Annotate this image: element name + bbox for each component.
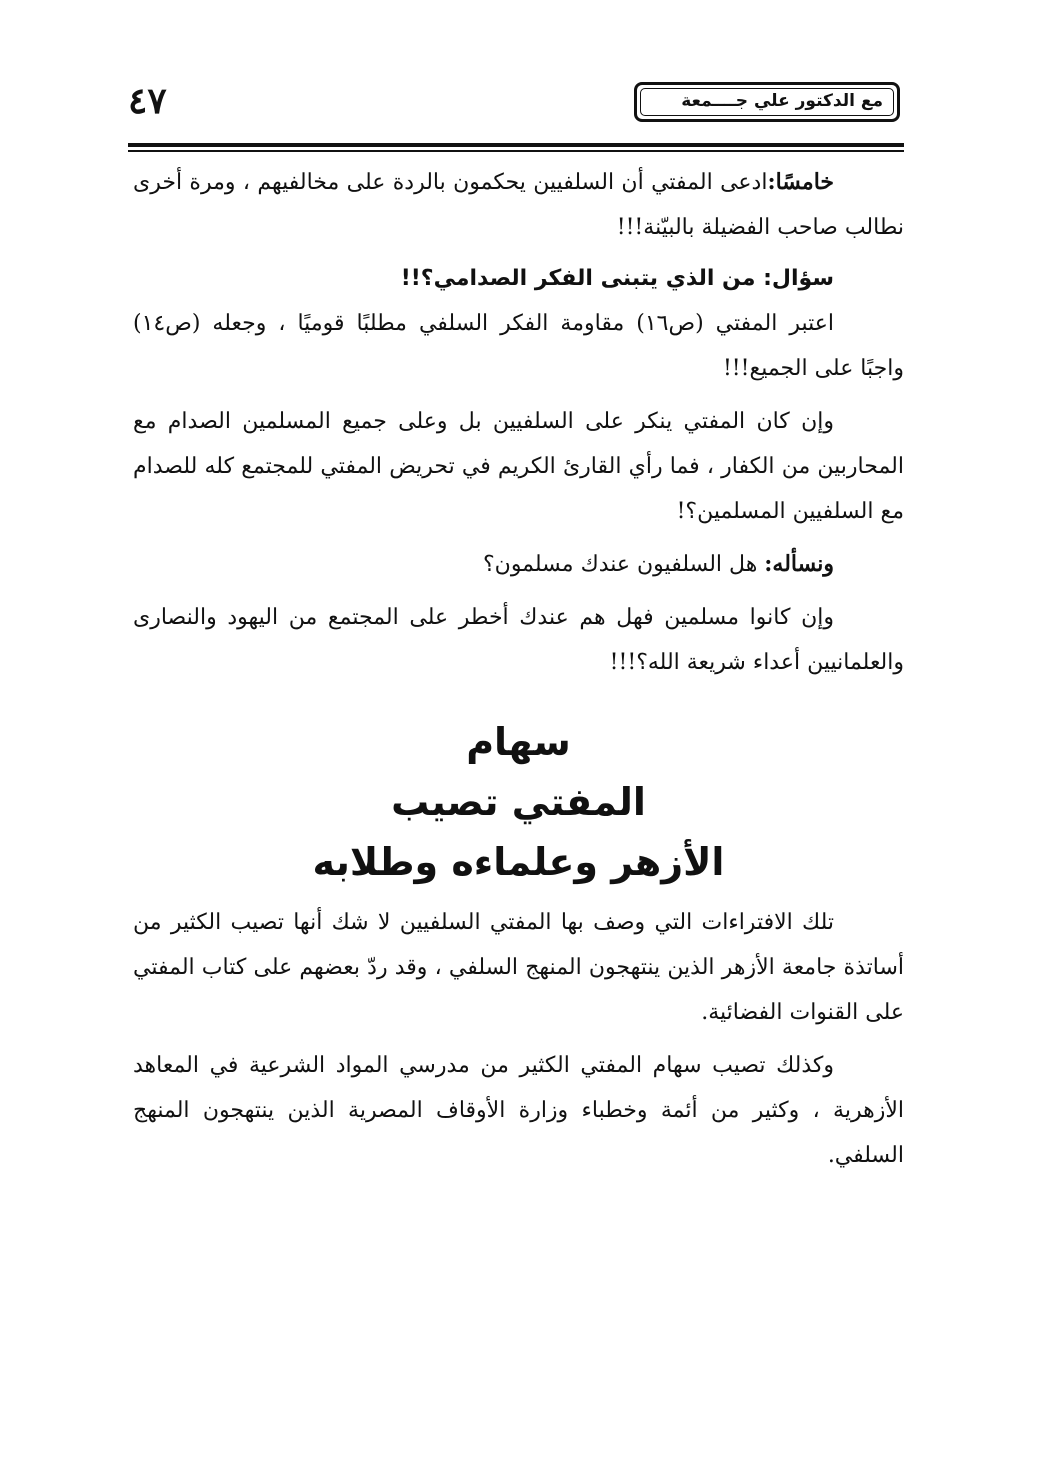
paragraph-those-slanders: تلك الافتراءات التي وصف بها المفتي السلفيين لا شك أنها تصيب الكثير من أساتذة جامعة الأزهر الذين ينتهجون المنهج السلفي ، وقد ردّ بعضهم على كتاب المفتي على القنوات الفضائية.	[133, 910, 904, 1025]
paragraph-if-mufti-denies: وإن كان المفتي ينكر على السلفيين بل وعلى جميع المسلمين الصدام مع المحاربين من الكفار ، فما رأي القارئ الكريم في تحريض المفتي للمجتمع كله للصدام مع السلفيين المسلمين؟!	[133, 409, 904, 524]
paragraph-text: هل السلفيون عندك مسلمون؟	[482, 552, 765, 577]
paragraph-likewise: وكذلك تصيب سهام المفتي الكثير من مدرسي المواد الشرعية في المعاهد الأزهرية ، وكثير من أئمة وخطباء وزارة الأوقاف المصرية الذين ينتهجون المنهج السلفي.	[133, 1053, 904, 1168]
paragraph-lead: خامسًا:	[767, 169, 834, 195]
question-heading: سؤال: من الذي يتبنى الفكر الصدامي؟!!	[400, 266, 834, 291]
page-header	[0, 0, 1040, 160]
page-number: ٤٧	[128, 80, 167, 122]
running-title-frame	[634, 82, 900, 122]
paragraph-we-ask	[133, 542, 904, 587]
paragraph-lead: ونسأله:	[764, 551, 834, 577]
paragraph-text: ادعى المفتي أن السلفيين يحكمون بالردة على مخالفيهم ، ومرة أخرى نطالب صاحب الفضيلة بالبيّنة!!!	[133, 170, 904, 240]
body-lower	[133, 900, 904, 1178]
section-title-line-3: الأزهر وعلماءه وطلابه	[312, 840, 725, 884]
running-title: مع الدكتور علي جــــمعة	[681, 91, 883, 111]
paragraph-mufti-considered: اعتبر المفتي (ص١٦) مقاومة الفكر السلفي مطلبًا قوميًا ، وجعله (ص١٤) واجبًا على الجميع!!!	[133, 311, 904, 381]
section-title	[133, 712, 904, 892]
body-upper	[133, 160, 904, 685]
header-rule-thin	[128, 150, 904, 152]
paragraph-fifthly	[133, 160, 904, 250]
section-title-line-1: سهام	[466, 720, 571, 764]
paragraph-if-muslims: وإن كانوا مسلمين فهل هم عندك أخطر على المجتمع من اليهود والنصارى والعلمانيين أعداء شريعة الله؟!!!	[133, 605, 904, 675]
header-rule-thick	[128, 143, 904, 147]
section-title-line-2: المفتي تصيب	[391, 780, 646, 824]
